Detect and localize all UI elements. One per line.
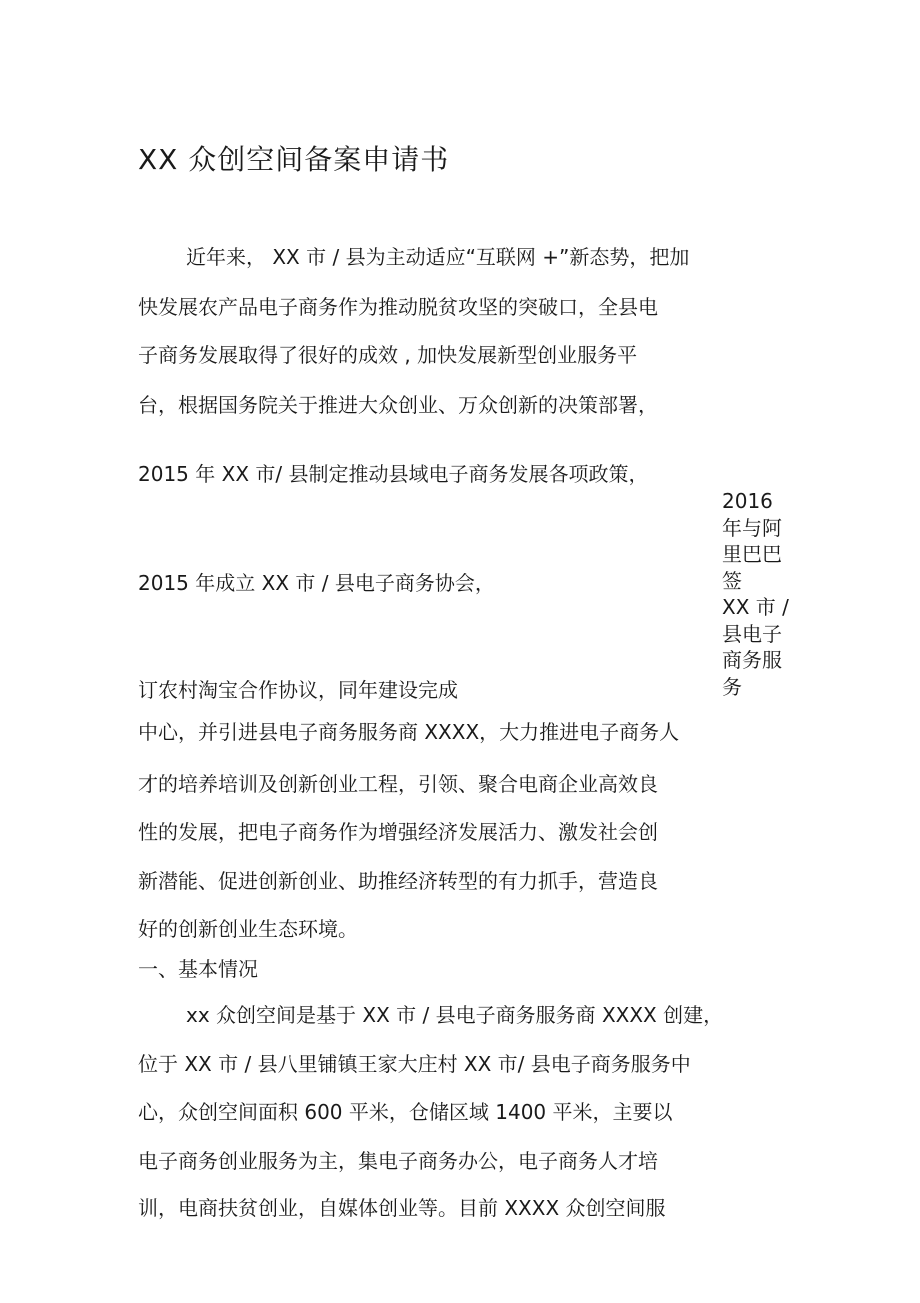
section-line-2: 位于 XX 市 / 县八里铺镇王家大庄村 XX 市/ 县电子商务服务中 [138, 1052, 691, 1076]
intro-line-1: 近年来， XX 市 / 县为主动适应“互联网 +”新态势，把加 [186, 245, 690, 269]
intro-line-9: 才的培养培训及创新创业工程，引领、聚合电商企业高效良 [138, 772, 658, 796]
intro-line-10: 性的发展，把电子商务作为增强经济发展活力、激发社会创 [138, 820, 658, 844]
intro-line-8: 中心，并引进县电子商务服务商 XXXX，大力推进电子商务人 [138, 720, 680, 744]
side-line: XX 市 / [722, 595, 789, 619]
intro-line-3: 子商务发展取得了很好的成效 , 加快发展新型创业服务平 [138, 343, 638, 367]
side-line: 签 [722, 568, 742, 593]
section-line-1: xx 众创空间是基于 XX 市 / 县电子商务服务商 XXXX 创建， [186, 1003, 724, 1027]
section-line-3: 心，众创空间面积 600 平米，仓储区域 1400 平米，主要以 [138, 1100, 673, 1124]
intro-line-12: 好的创新创业生态环境。 [138, 917, 358, 941]
section-line-4: 电子商务创业服务为主，集电子商务办公，电子商务人才培 [138, 1149, 658, 1173]
intro-line-5: 2015 年 XX 市/ 县制定推动县域电子商务发展各项政策， [138, 462, 649, 486]
side-line: 商务服 [722, 648, 782, 672]
side-line: 2016 [722, 489, 773, 513]
section-line-5: 训，电商扶贫创业，自媒体创业等。目前 XXXX 众创空间服 [138, 1196, 666, 1220]
side-line: 年与阿 [722, 515, 782, 540]
side-line: 务 [722, 674, 742, 699]
intro-line-6: 2015 年成立 XX 市 / 县电子商务协会， [138, 571, 495, 595]
side-line: 县电子 [722, 621, 782, 646]
section-heading: 一、基本情况 [138, 957, 258, 981]
intro-line-7: 订农村淘宝合作协议，同年建设完成 [138, 678, 458, 702]
side-column-text [722, 488, 802, 700]
intro-line-4: 台，根据国务院关于推进大众创业、万众创新的决策部署， [138, 393, 658, 417]
intro-line-2: 快发展农产品电子商务作为推动脱贫攻坚的突破口，全县电 [138, 295, 658, 319]
document-title: XX 众创空间备案申请书 [138, 143, 450, 176]
intro-line-11: 新潜能、促进创新创业、助推经济转型的有力抓手，营造良 [138, 869, 658, 893]
side-line: 里巴巴 [722, 542, 782, 566]
